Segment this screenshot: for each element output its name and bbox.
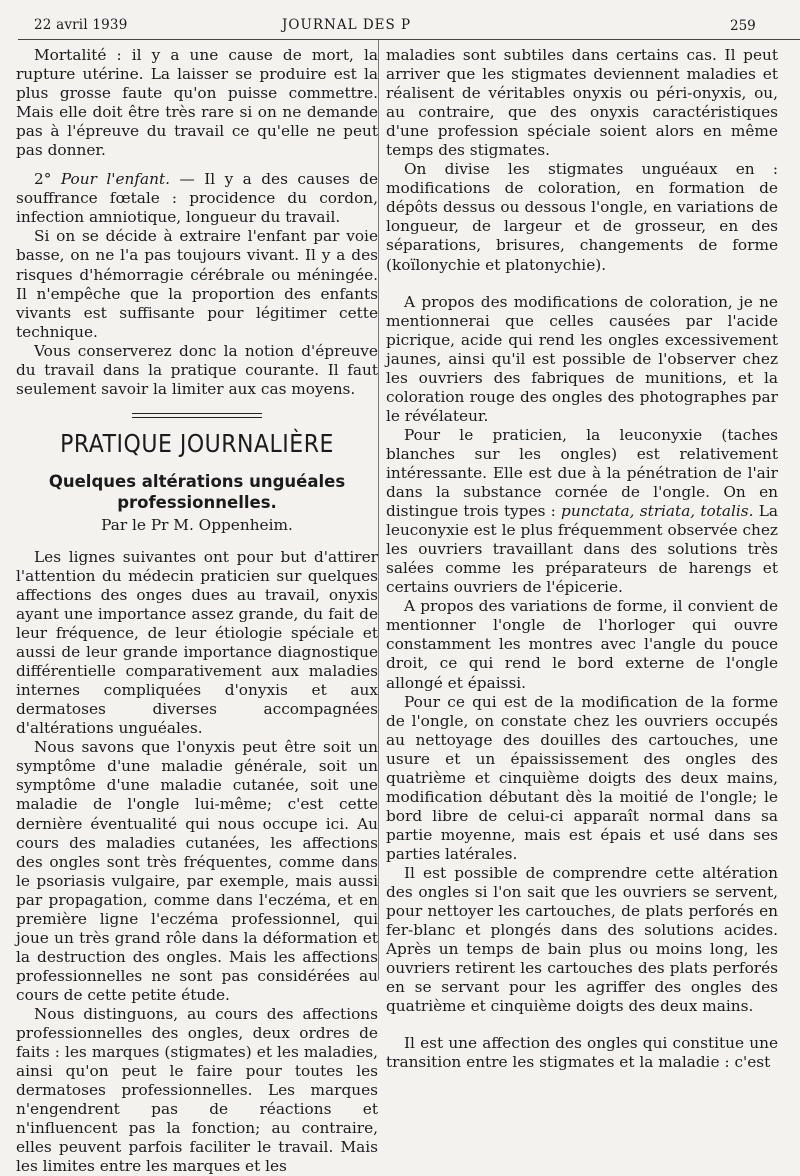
italic-heading: Pour l'enfant. [60,170,170,189]
header-date: 22 avril 1939 [34,17,128,33]
section-title: PRATIQUE JOURNALIÈRE [60,429,334,459]
paragraph: Il est possible de comprendre cette altération des ongles si l'on sait que les ouvriers se servent, pour nettoyer les cartouches, de plats perforés en fer-blanc et plongés dans des solutions acides. Après un temps de bain plus ou moins long, les ouvriers retirent les cartouches des plats perforés en se servant pour les agriffer des ongles des quatrième et cinquième doigts des deux mains. [386,863,778,1016]
paragraph: Si on se décide à extraire l'enfant par voie basse, on ne l'a pas toujours vivant. Il y a des risques d'hémorragie cérébrale ou méningée. Il n'empêche que la proportion des enfants vivants est suffisante pour légitimer cette technique. [16,227,378,341]
paragraph: A propos des modifications de coloration, je ne mentionnerai que celles causées par l'acide picrique, acide qui rend les ongles excessivement jaunes, ainsi qu'il est possible de l'observer chez les ouvriers des fabriques de munitions, et la coloration rouge des ongles des photographes par le révélateur. [386,292,778,425]
paragraph: maladies sont subtiles dans certains cas. Il peut arriver que les stigmates deviennent maladies et réalisent de véritables onyxis ou péri-onyxis, ou, au contraire, que des onyxis caractéristiques d'une profession spéciale soient alors en même temps des stigmates. [386,46,778,160]
article-title: Quelques altérations unguéales professionnelles. [48,471,346,512]
right-column [386,46,778,1072]
paragraph: Les lignes suivantes ont pour but d'attirer l'attention du médecin praticien sur quelques affections des onges dues au travail, onyxis ayant une importance assez grande, du fait de leur fréquence, de leur étiologie spéciale et aussi de leur grande importance diagnostique différentielle comparativement aux maladies internes compliquées d'onyxis et aux dermatoses diverses accompagnées d'altérations unguéales. [16,547,378,738]
paragraph: A propos des variations de forme, il convient de mentionner l'ongle de l'horloger qui ouvre constamment les montres avec l'angle du pouce droit, ce qui rend le bord externe de l'ongle allongé et épaissi. [386,597,778,692]
paragraph: Il est une affection des ongles qui constitue une transition entre les stigmates et la maladie : c'est [386,1034,778,1072]
paragraph [386,426,778,597]
page-header [0,0,800,40]
left-column [16,46,378,1176]
header-page-number: 259 [730,18,756,34]
paragraph-text: La leuconyxie est le plus fréquemment observée chez les ouvriers travaillant dans des solutions très salées comme les préparateurs de harengs et certains ouvriers de l'épicerie. [386,502,779,597]
paragraph: Nous savons que l'onyxis peut être soit un symptôme d'une maladie générale, soit un symptôme d'une maladie cutanée, soit une maladie de l'ongle lui-même; c'est cette dernière éventualité qui nous occupe ici. Au cours des maladies cutanées, les affections des ongles sont très fréquentes, comme dans le psoriasis vulgaire, par exemple, mais aussi par propagation, comme dans l'eczéma, et en première ligne l'eczéma professionnel, qui joue un très grand rôle dans la déformation et la destruction des ongles. Mais les affections professionnelles ne sont pas considérées au cours de cette petite étude. [16,738,378,1004]
paragraph [16,170,378,227]
list-label: 2° [34,170,61,189]
column-divider [378,40,379,980]
paragraph: Nous distinguons, au cours des affections professionnelles des ongles, deux ordres de faits : les marques (stigmates) et les maladies, ainsi qu'on peut le faire pour toutes les dermatoses professionnelles. Les marques n'engendrent pas de réactions et n'influencent pas la fonction; au contraire, elles peuvent parfois faciliter le travail. Mais les limites entre les marques et les [16,1004,378,1176]
paragraph: Pour ce qui est de la modification de la forme de l'ongle, on constate chez les ouvriers occupés au nettoyage des douilles des cartouches, une usure et un épaississement des ongles des quatrième et cinquième doigts des deux mains, modification débutant dès la moitié de l'ongle; le bord libre de celui-ci apparaît normal dans sa partie moyenne, mais est épais et usé dans ses parties latérales. [386,692,778,863]
header-rule [18,39,800,40]
article-byline: Par le Pr M. Oppenheim. [101,515,293,534]
italic-terms: punctata, striata, totalis. [561,502,754,521]
paragraph-text: Pour le praticien, la leuconyxie (taches blanches sur les ongles) est relativement intéressante. Elle est due à la pénétration de l'air dans la substance cornée de l'ongle. On en distingue trois types : [386,425,778,521]
paragraph: Vous conserverez donc la notion d'épreuve du travail dans la pratique courante. Il faut seulement savoir la limiter aux cas moyens. [16,341,378,398]
paragraph: On divise les stigmates unguéaux en : modifications de coloration, en formation de dépôts dessus ou dessous l'ongle, en variations de longueur, de largeur et de grosseur, en des séparations, brisures, changements de forme (koïlonychie et platonychie). [386,160,778,274]
header-journal-title: JOURNAL DES P [282,17,412,33]
paragraph-text: — Il y a des causes de souffrance fœtale : procidence du cordon, infection amniotique, longueur du travail. [16,170,378,227]
paragraph: Mortalité : il y a une cause de mort, la rupture utérine. La laisser se produire est la plus grosse faute qu'on puisse commettre. Mais elle doit être très rare si on ne demande pas à l'épreuve du travail ce qu'elle ne peut pas donner. [16,46,378,160]
section-divider [132,413,262,418]
